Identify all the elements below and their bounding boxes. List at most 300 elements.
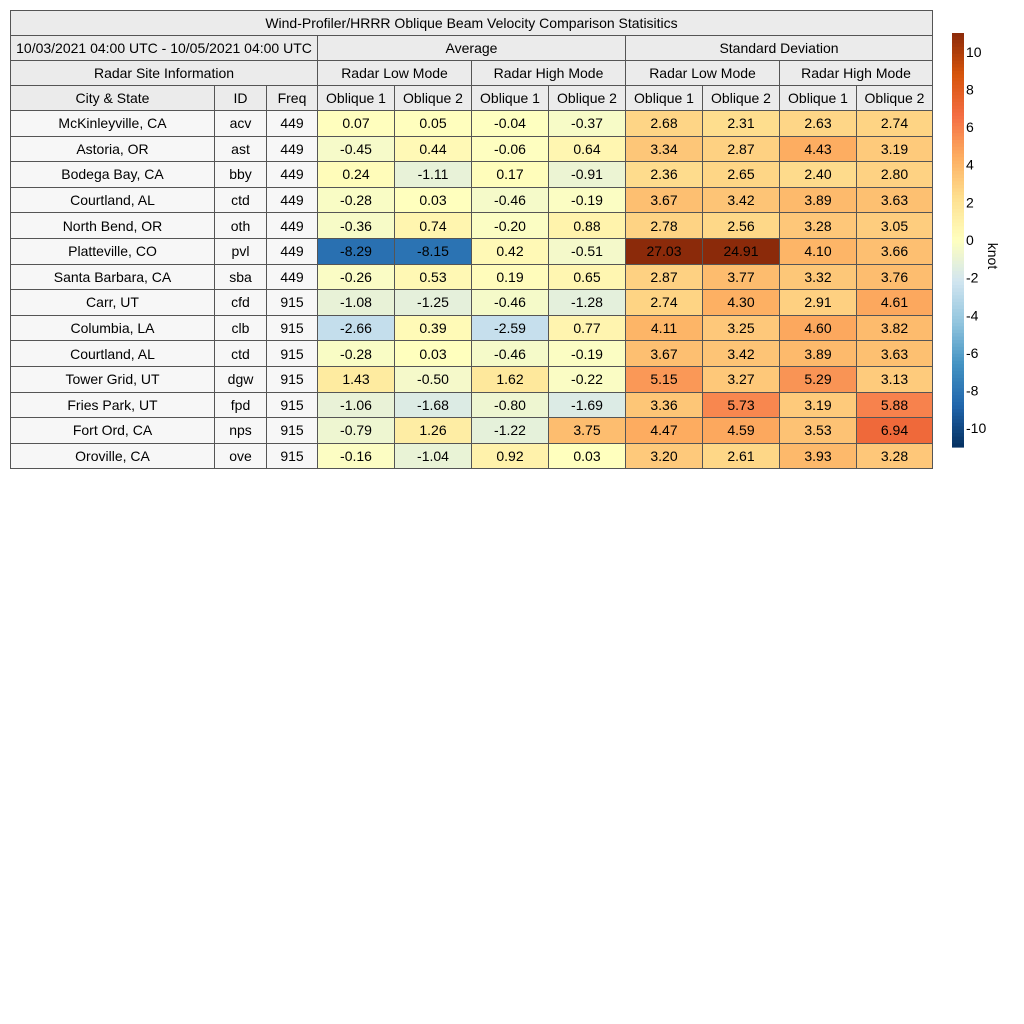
cell-value: 3.34 — [626, 136, 703, 162]
cell-value: 3.42 — [703, 341, 780, 367]
cell-value: 5.88 — [857, 392, 933, 418]
cell-value: 2.78 — [626, 213, 703, 239]
colorbar-segment — [952, 54, 964, 58]
colorbar-segment — [952, 433, 964, 437]
cell-value: 27.03 — [626, 238, 703, 264]
cell-value: 2.87 — [626, 264, 703, 290]
colorbar-segment — [952, 295, 964, 299]
colorbar — [944, 30, 1020, 450]
cell-value: 4.11 — [626, 315, 703, 341]
cell-value: -0.45 — [318, 136, 395, 162]
cell-site-id: cfd — [215, 290, 267, 316]
cell-value: -0.50 — [395, 366, 472, 392]
colorbar-segment — [952, 92, 964, 96]
group-average-header: Average — [318, 36, 626, 61]
colorbar-segment — [952, 81, 964, 85]
cell-value: 5.73 — [703, 392, 780, 418]
std-low-mode-header: Radar Low Mode — [626, 61, 780, 86]
cell-value: -0.37 — [549, 111, 626, 137]
colorbar-segment — [952, 164, 964, 168]
colorbar-segment — [952, 143, 964, 147]
cell-value: -1.06 — [318, 392, 395, 418]
cell-value: -0.04 — [472, 111, 549, 137]
colorbar-segment — [952, 399, 964, 403]
table-row — [11, 366, 933, 392]
colorbar-label: knot — [985, 242, 1001, 270]
cell-freq: 449 — [267, 264, 318, 290]
table-row — [11, 187, 933, 213]
cell-value: 3.66 — [857, 238, 933, 264]
cell-value: 3.63 — [857, 341, 933, 367]
cell-value: 3.89 — [780, 187, 857, 213]
colorbar-segment — [952, 150, 964, 154]
column-header-city: City & State — [11, 86, 215, 111]
cell-city: Platteville, CO — [11, 238, 215, 264]
colorbar-segment — [952, 437, 964, 441]
colorbar-segment — [952, 381, 964, 385]
colorbar-segment — [952, 357, 964, 361]
cell-value: 3.75 — [549, 418, 626, 444]
cell-value: 0.24 — [318, 162, 395, 188]
colorbar-segment — [952, 416, 964, 420]
cell-freq: 449 — [267, 136, 318, 162]
colorbar-segment — [952, 419, 964, 423]
colorbar-segment — [952, 223, 964, 227]
colorbar-segment — [952, 254, 964, 258]
colorbar-segment — [952, 68, 964, 72]
cell-value: -0.91 — [549, 162, 626, 188]
colorbar-segment — [952, 116, 964, 120]
colorbar-segment — [952, 126, 964, 130]
colorbar-segment — [952, 119, 964, 123]
cell-site-id: ctd — [215, 187, 267, 213]
cell-city: Courtland, AL — [11, 187, 215, 213]
cell-freq: 449 — [267, 111, 318, 137]
cell-value: 2.61 — [703, 443, 780, 469]
colorbar-segment — [952, 395, 964, 399]
cell-value: 2.31 — [703, 111, 780, 137]
colorbar-segment — [952, 40, 964, 44]
cell-value: 2.87 — [703, 136, 780, 162]
cell-value: -0.46 — [472, 290, 549, 316]
cell-value: 3.76 — [857, 264, 933, 290]
cell-value: 0.39 — [395, 315, 472, 341]
colorbar-segment — [952, 406, 964, 410]
colorbar-segment — [952, 105, 964, 109]
colorbar-segment — [952, 275, 964, 279]
cell-value: -1.11 — [395, 162, 472, 188]
cell-value: 3.19 — [857, 136, 933, 162]
cell-city: Carr, UT — [11, 290, 215, 316]
cell-site-id: sba — [215, 264, 267, 290]
cell-value: 0.92 — [472, 443, 549, 469]
cell-value: 0.03 — [395, 341, 472, 367]
colorbar-segment — [952, 413, 964, 417]
colorbar-tick-label: -2 — [966, 269, 979, 286]
cell-value: 2.91 — [780, 290, 857, 316]
colorbar-segment — [952, 64, 964, 68]
cell-value: 3.05 — [857, 213, 933, 239]
cell-site-id: ctd — [215, 341, 267, 367]
colorbar-segment — [952, 212, 964, 216]
avg-low-mode-header: Radar Low Mode — [318, 61, 472, 86]
colorbar-segment — [952, 440, 964, 444]
colorbar-segment — [952, 323, 964, 327]
table-row — [11, 264, 933, 290]
cell-value: -0.20 — [472, 213, 549, 239]
cell-city: McKinleyville, CA — [11, 111, 215, 137]
colorbar-segment — [952, 243, 964, 247]
colorbar-segment — [952, 316, 964, 320]
colorbar-segment — [952, 326, 964, 330]
colorbar-segment — [952, 340, 964, 344]
colorbar-segment — [952, 237, 964, 241]
column-header-oblique: Oblique 1 — [318, 86, 395, 111]
colorbar-segment — [952, 375, 964, 379]
colorbar-segment — [952, 392, 964, 396]
cell-value: -0.51 — [549, 238, 626, 264]
colorbar-segment — [952, 288, 964, 292]
colorbar-segment — [952, 330, 964, 334]
colorbar-tick-label: 4 — [966, 156, 974, 173]
colorbar-segment — [952, 285, 964, 289]
colorbar-segment — [952, 174, 964, 178]
colorbar-segment — [952, 57, 964, 61]
colorbar-segment — [952, 112, 964, 116]
cell-value: 0.07 — [318, 111, 395, 137]
date-range: 10/03/2021 04:00 UTC - 10/05/2021 04:00 UTC — [11, 36, 318, 61]
colorbar-segment — [952, 378, 964, 382]
cell-value: 2.74 — [626, 290, 703, 316]
cell-city: Fries Park, UT — [11, 392, 215, 418]
cell-value: 3.28 — [780, 213, 857, 239]
colorbar-segment — [952, 233, 964, 237]
cell-value: 3.67 — [626, 341, 703, 367]
colorbar-segment — [952, 337, 964, 341]
colorbar-tick-label: -8 — [966, 382, 979, 399]
cell-value: 2.80 — [857, 162, 933, 188]
cell-value: -8.29 — [318, 238, 395, 264]
colorbar-segment — [952, 188, 964, 192]
cell-value: -2.66 — [318, 315, 395, 341]
colorbar-segment — [952, 226, 964, 230]
colorbar-segment — [952, 354, 964, 358]
column-header-oblique: Oblique 2 — [395, 86, 472, 111]
colorbar-segment — [952, 333, 964, 337]
colorbar-segment — [952, 364, 964, 368]
colorbar-segment — [952, 109, 964, 113]
cell-value: -2.59 — [472, 315, 549, 341]
cell-freq: 915 — [267, 443, 318, 469]
cell-freq: 915 — [267, 315, 318, 341]
cell-city: Columbia, LA — [11, 315, 215, 341]
colorbar-segment — [952, 409, 964, 413]
cell-value: -1.08 — [318, 290, 395, 316]
table-title: Wind-Profiler/HRRR Oblique Beam Velocity Comparison Statisitics — [11, 11, 933, 36]
table-row — [11, 111, 933, 137]
cell-freq: 915 — [267, 366, 318, 392]
column-header-oblique: Oblique 2 — [703, 86, 780, 111]
cell-value: -0.46 — [472, 187, 549, 213]
cell-freq: 915 — [267, 392, 318, 418]
table-row — [11, 162, 933, 188]
colorbar-tick-label: 2 — [966, 194, 974, 211]
cell-value: 0.19 — [472, 264, 549, 290]
cell-value: -0.28 — [318, 341, 395, 367]
cell-value: 3.67 — [626, 187, 703, 213]
column-header-oblique: Oblique 1 — [472, 86, 549, 111]
colorbar-segment — [952, 299, 964, 303]
cell-value: 4.59 — [703, 418, 780, 444]
colorbar-segment — [952, 199, 964, 203]
cell-value: 3.53 — [780, 418, 857, 444]
cell-value: 3.82 — [857, 315, 933, 341]
colorbar-segment — [952, 278, 964, 282]
cell-value: 2.40 — [780, 162, 857, 188]
cell-value: 5.29 — [780, 366, 857, 392]
cell-site-id: ove — [215, 443, 267, 469]
cell-value: 3.28 — [857, 443, 933, 469]
table-row — [11, 392, 933, 418]
table-row — [11, 315, 933, 341]
column-header-id: ID — [215, 86, 267, 111]
cell-value: 3.13 — [857, 366, 933, 392]
cell-value: -0.19 — [549, 187, 626, 213]
cell-value: -0.80 — [472, 392, 549, 418]
colorbar-segment — [952, 216, 964, 220]
cell-value: 1.43 — [318, 366, 395, 392]
cell-value: 0.88 — [549, 213, 626, 239]
cell-value: -1.22 — [472, 418, 549, 444]
cell-freq: 915 — [267, 418, 318, 444]
colorbar-segment — [952, 88, 964, 92]
colorbar-tick-label: 0 — [966, 232, 974, 248]
table-row — [11, 213, 933, 239]
colorbar-segment — [952, 47, 964, 51]
colorbar-segment — [952, 133, 964, 137]
cell-value: -1.68 — [395, 392, 472, 418]
colorbar-segment — [952, 444, 964, 448]
colorbar-tick-label: -6 — [966, 344, 979, 361]
cell-value: 3.77 — [703, 264, 780, 290]
cell-site-id: acv — [215, 111, 267, 137]
cell-value: 4.60 — [780, 315, 857, 341]
cell-value: 0.77 — [549, 315, 626, 341]
colorbar-segment — [952, 302, 964, 306]
cell-value: 1.62 — [472, 366, 549, 392]
cell-freq: 449 — [267, 162, 318, 188]
cell-value: 0.53 — [395, 264, 472, 290]
cell-value: 3.42 — [703, 187, 780, 213]
colorbar-tick-label: 10 — [966, 43, 982, 60]
colorbar-segment — [952, 99, 964, 103]
cell-value: -8.15 — [395, 238, 472, 264]
cell-value: 3.32 — [780, 264, 857, 290]
cell-city: Fort Ord, CA — [11, 418, 215, 444]
stats-table — [10, 10, 933, 469]
colorbar-segment — [952, 347, 964, 351]
colorbar-segment — [952, 264, 964, 268]
cell-value: -0.79 — [318, 418, 395, 444]
column-header-oblique: Oblique 2 — [857, 86, 933, 111]
cell-value: -0.36 — [318, 213, 395, 239]
cell-value: 0.03 — [549, 443, 626, 469]
cell-value: 3.25 — [703, 315, 780, 341]
colorbar-segment — [952, 157, 964, 161]
group-stddev-header: Standard Deviation — [626, 36, 933, 61]
colorbar-segment — [952, 230, 964, 234]
colorbar-segment — [952, 130, 964, 134]
cell-freq: 915 — [267, 341, 318, 367]
cell-value: 3.89 — [780, 341, 857, 367]
colorbar-segment — [952, 206, 964, 210]
table-row — [11, 136, 933, 162]
cell-value: 0.17 — [472, 162, 549, 188]
colorbar-segment — [952, 385, 964, 389]
cell-value: 4.43 — [780, 136, 857, 162]
cell-value: 0.64 — [549, 136, 626, 162]
colorbar-segment — [952, 240, 964, 244]
cell-value: 2.56 — [703, 213, 780, 239]
site-info-header: Radar Site Information — [11, 61, 318, 86]
cell-value: -0.19 — [549, 341, 626, 367]
colorbar-segment — [952, 74, 964, 78]
cell-value: 0.65 — [549, 264, 626, 290]
colorbar-segment — [952, 250, 964, 254]
cell-value: 2.63 — [780, 111, 857, 137]
cell-value: 24.91 — [703, 238, 780, 264]
cell-value: -1.69 — [549, 392, 626, 418]
cell-value: 2.68 — [626, 111, 703, 137]
cell-freq: 449 — [267, 213, 318, 239]
colorbar-segment — [952, 147, 964, 151]
colorbar-segment — [952, 306, 964, 310]
cell-value: 5.15 — [626, 366, 703, 392]
cell-city: Astoria, OR — [11, 136, 215, 162]
cell-value: 4.61 — [857, 290, 933, 316]
cell-value: 2.65 — [703, 162, 780, 188]
cell-value: -0.16 — [318, 443, 395, 469]
colorbar-segment — [952, 292, 964, 296]
cell-value: 4.30 — [703, 290, 780, 316]
cell-value: 4.47 — [626, 418, 703, 444]
cell-value: -0.22 — [549, 366, 626, 392]
colorbar-segment — [952, 219, 964, 223]
colorbar-segment — [952, 185, 964, 189]
colorbar-segment — [952, 78, 964, 82]
table-row — [11, 290, 933, 316]
colorbar-segment — [952, 261, 964, 265]
table-row — [11, 443, 933, 469]
cell-value: 3.36 — [626, 392, 703, 418]
colorbar-segment — [952, 402, 964, 406]
cell-value: 1.26 — [395, 418, 472, 444]
cell-site-id: ast — [215, 136, 267, 162]
colorbar-segment — [952, 312, 964, 316]
colorbar-segment — [952, 388, 964, 392]
cell-value: 4.10 — [780, 238, 857, 264]
colorbar-segment — [952, 257, 964, 261]
table-row — [11, 238, 933, 264]
colorbar-segment — [952, 43, 964, 47]
colorbar-segment — [952, 95, 964, 99]
colorbar-segment — [952, 71, 964, 75]
cell-value: -0.28 — [318, 187, 395, 213]
cell-value: -0.46 — [472, 341, 549, 367]
cell-site-id: dgw — [215, 366, 267, 392]
std-high-mode-header: Radar High Mode — [780, 61, 933, 86]
colorbar-tick-label: 8 — [966, 81, 974, 98]
colorbar-segment — [952, 178, 964, 182]
cell-value: 6.94 — [857, 418, 933, 444]
colorbar-segment — [952, 361, 964, 365]
cell-site-id: pvl — [215, 238, 267, 264]
cell-city: Bodega Bay, CA — [11, 162, 215, 188]
cell-city: North Bend, OR — [11, 213, 215, 239]
cell-value: 3.20 — [626, 443, 703, 469]
colorbar-segment — [952, 181, 964, 185]
colorbar-segment — [952, 161, 964, 165]
cell-value: 0.03 — [395, 187, 472, 213]
cell-value: 3.27 — [703, 366, 780, 392]
colorbar-segment — [952, 102, 964, 106]
cell-city: Tower Grid, UT — [11, 366, 215, 392]
cell-value: -1.25 — [395, 290, 472, 316]
cell-freq: 449 — [267, 238, 318, 264]
cell-freq: 449 — [267, 187, 318, 213]
cell-site-id: nps — [215, 418, 267, 444]
colorbar-segment — [952, 33, 964, 37]
colorbar-segment — [952, 85, 964, 89]
colorbar-segment — [952, 423, 964, 427]
column-header-oblique: Oblique 1 — [626, 86, 703, 111]
colorbar-tick-label: -10 — [966, 420, 987, 437]
cell-value: 0.42 — [472, 238, 549, 264]
cell-site-id: bby — [215, 162, 267, 188]
colorbar-segment — [952, 281, 964, 285]
colorbar-segment — [952, 319, 964, 323]
cell-value: 3.63 — [857, 187, 933, 213]
cell-site-id: oth — [215, 213, 267, 239]
colorbar-segment — [952, 268, 964, 272]
column-header-oblique: Oblique 1 — [780, 86, 857, 111]
cell-value: -1.04 — [395, 443, 472, 469]
cell-value: -1.28 — [549, 290, 626, 316]
colorbar-segment — [952, 154, 964, 158]
colorbar-segment — [952, 171, 964, 175]
colorbar-segment — [952, 36, 964, 40]
colorbar-segment — [952, 61, 964, 65]
colorbar-segment — [952, 137, 964, 141]
colorbar-segment — [952, 426, 964, 430]
colorbar-tick-label: -4 — [966, 307, 979, 324]
colorbar-segment — [952, 350, 964, 354]
cell-value: 2.74 — [857, 111, 933, 137]
cell-freq: 915 — [267, 290, 318, 316]
column-header-oblique: Oblique 2 — [549, 86, 626, 111]
cell-value: 0.74 — [395, 213, 472, 239]
cell-value: 0.05 — [395, 111, 472, 137]
colorbar-segment — [952, 247, 964, 251]
column-header-freq: Freq — [267, 86, 318, 111]
colorbar-segment — [952, 192, 964, 196]
colorbar-segment — [952, 123, 964, 127]
colorbar-segment — [952, 271, 964, 275]
cell-value: 3.93 — [780, 443, 857, 469]
cell-city: Oroville, CA — [11, 443, 215, 469]
table-row — [11, 341, 933, 367]
cell-site-id: clb — [215, 315, 267, 341]
